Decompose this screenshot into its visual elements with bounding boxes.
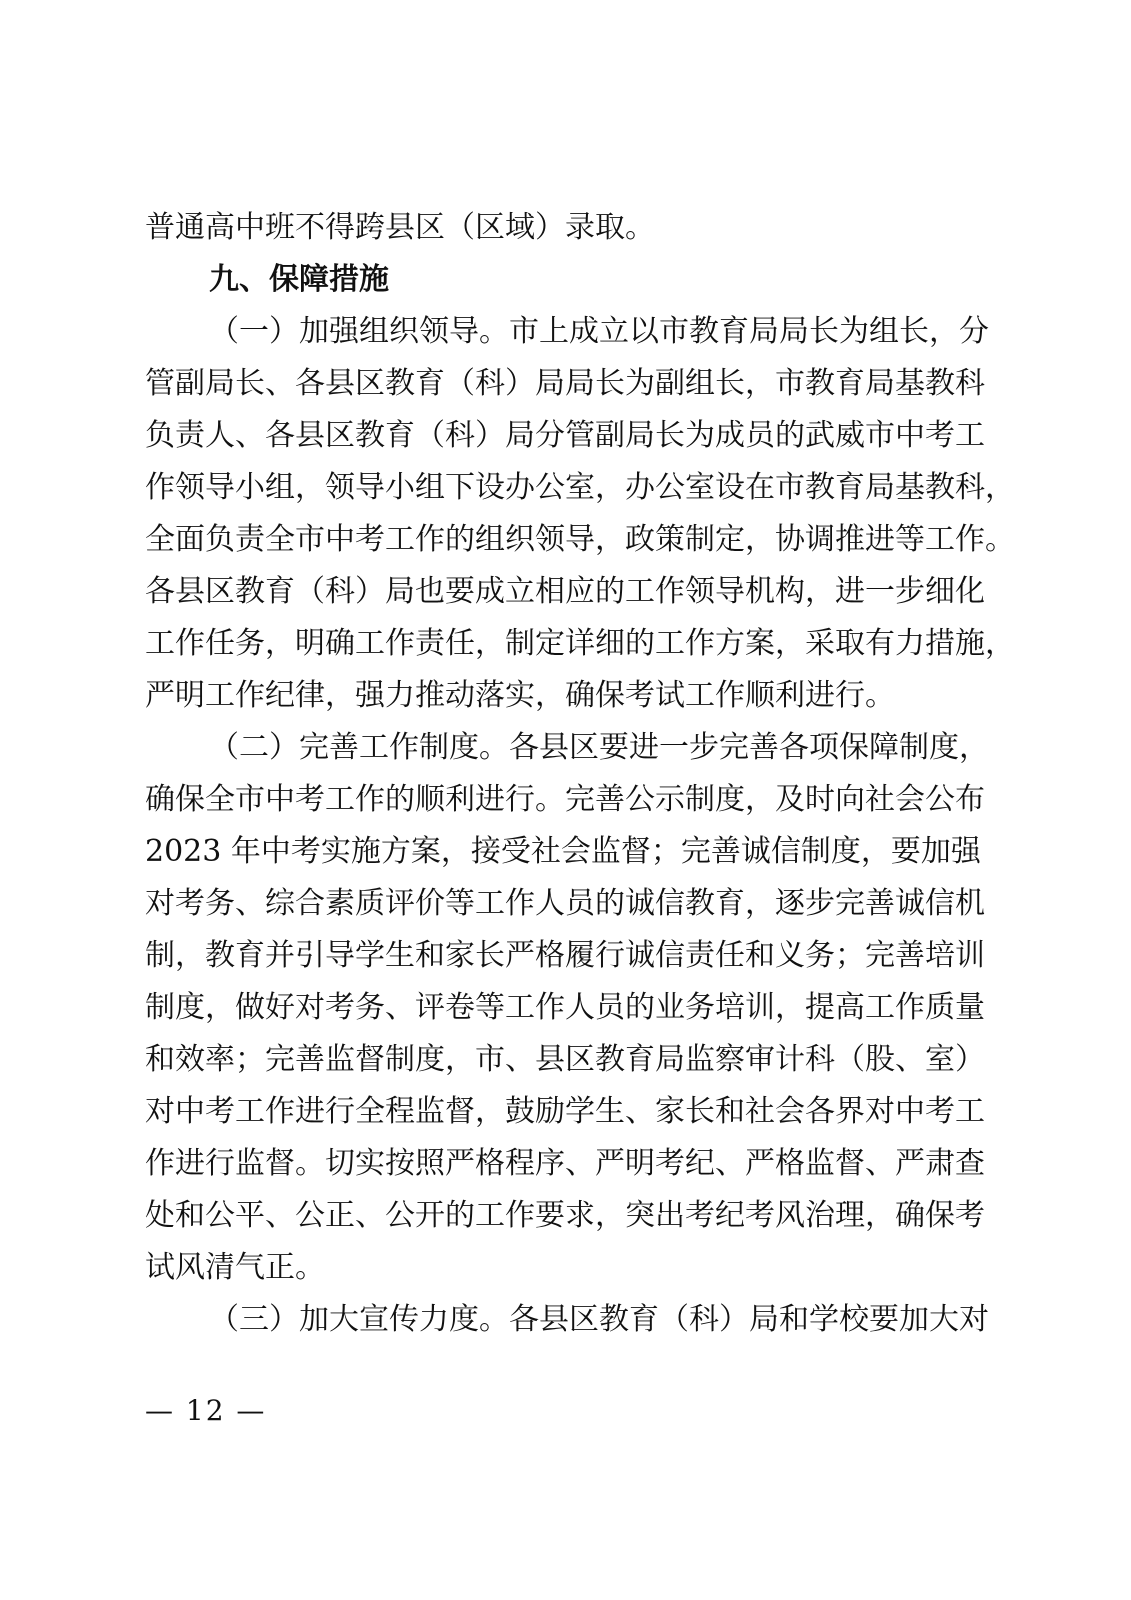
text-line: 试风清气正。 (145, 1250, 325, 1285)
text-line: 作领导小组，领导小组下设办公室，办公室设在市教育局基教科， (145, 470, 1015, 505)
text-line: 作进行监督。切实按照严格程序、严明考纪、严格监督、严肃查 (145, 1146, 985, 1181)
text-line: （三）加大宣传力度。各县区教育（科）局和学校要加大对 (209, 1302, 989, 1337)
text-line: （二）完善工作制度。各县区要进一步完善各项保障制度， (209, 730, 989, 765)
text-line: 全面负责全市中考工作的组织领导，政策制定，协调推进等工作。 (145, 522, 1015, 557)
text-line: 工作任务，明确工作责任，制定详细的工作方案，采取有力措施， (145, 626, 1015, 661)
text-line: 制度，做好对考务、评卷等工作人员的业务培训，提高工作质量 (145, 990, 985, 1025)
text-line: 负责人、各县区教育（科）局分管副局长为成员的武威市中考工 (145, 418, 985, 453)
text-line: 2023 年中考实施方案，接受社会监督；完善诚信制度，要加强 (145, 834, 981, 869)
text-line: 制，教育并引导学生和家长严格履行诚信责任和义务；完善培训 (145, 938, 985, 973)
text-line: 对中考工作进行全程监督，鼓励学生、家长和社会各界对中考工 (145, 1094, 985, 1129)
text-line: 处和公平、公正、公开的工作要求，突出考纪考风治理，确保考 (145, 1198, 985, 1233)
text-line: 严明工作纪律，强力推动落实，确保考试工作顺利进行。 (145, 678, 895, 713)
text-line: 管副局长、各县区教育（科）局局长为副组长，市教育局基教科 (145, 366, 985, 401)
text-line: 对考务、综合素质评价等工作人员的诚信教育，逐步完善诚信机 (145, 886, 985, 921)
document-body (145, 202, 1015, 1346)
page-number: — 12 — (145, 1394, 267, 1427)
text-line: 确保全市中考工作的顺利进行。完善公示制度，及时向社会公布 (145, 782, 985, 817)
text-line: 各县区教育（科）局也要成立相应的工作领导机构，进一步细化 (145, 574, 985, 609)
text-line: 和效率；完善监督制度，市、县区教育局监察审计科（股、室） (145, 1042, 985, 1077)
text-line: （一）加强组织领导。市上成立以市教育局局长为组长，分 (209, 314, 989, 349)
section-heading: 九、保障措施 (209, 262, 389, 297)
text-line: 普通高中班不得跨县区（区域）录取。 (145, 210, 655, 245)
